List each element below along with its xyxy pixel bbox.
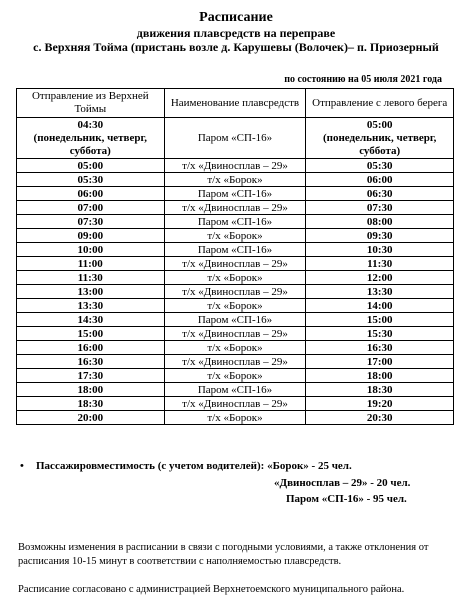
departure-time: 18:00 bbox=[17, 383, 165, 397]
vessel-cell: Паром «СП-16» bbox=[164, 118, 306, 159]
return-time: 19:20 bbox=[306, 397, 454, 411]
vessel-name: Паром «СП-16» bbox=[164, 243, 306, 257]
return-cell bbox=[306, 118, 454, 159]
departure-time: 05:30 bbox=[17, 173, 165, 187]
capacity-line-1 bbox=[36, 460, 352, 472]
return-time: 16:30 bbox=[306, 341, 454, 355]
table-row bbox=[17, 369, 454, 383]
status-date: по состоянию на 05 июля 2021 года bbox=[284, 74, 442, 85]
table-row bbox=[17, 243, 454, 257]
vessel-name: т/х «Борок» bbox=[164, 369, 306, 383]
vessel-name: т/х «Борок» bbox=[164, 411, 306, 425]
return-time: 18:30 bbox=[306, 383, 454, 397]
vessel-name: т/х «Двиносплав – 29» bbox=[164, 159, 306, 173]
departure-time: 05:00 bbox=[17, 159, 165, 173]
table-row bbox=[17, 257, 454, 271]
document-subtitle: движения плавсредств на переправе bbox=[136, 26, 336, 40]
departure-time: 17:30 bbox=[17, 369, 165, 383]
return-time: 09:30 bbox=[306, 229, 454, 243]
vessel-name: Паром «СП-16» bbox=[164, 313, 306, 327]
departure-time: 13:30 bbox=[17, 299, 165, 313]
header-departure-upper: Отправление из Верхней Тоймы bbox=[17, 89, 165, 118]
table-row bbox=[17, 271, 454, 285]
return-time: 14:00 bbox=[306, 299, 454, 313]
table-row bbox=[17, 118, 454, 159]
departure-time: 07:00 bbox=[17, 201, 165, 215]
vessel-name: Паром «СП-16» bbox=[164, 383, 306, 397]
return-time: 17:00 bbox=[306, 355, 454, 369]
departure-time: 15:00 bbox=[17, 327, 165, 341]
table-header-row bbox=[17, 89, 454, 118]
vessel-name: т/х «Двиносплав – 29» bbox=[164, 397, 306, 411]
departure-time: 09:00 bbox=[17, 229, 165, 243]
capacity-label: Пассажировместимость (с учетом водителей): bbox=[36, 460, 265, 472]
table-row bbox=[17, 173, 454, 187]
return-time: 15:00 bbox=[306, 313, 454, 327]
route-description: с. Верхняя Тойма (пристань возле д. Карушевы (Волочек)– п. Приозерный bbox=[33, 40, 439, 54]
return-time: 18:00 bbox=[306, 369, 454, 383]
departure-time: 13:00 bbox=[17, 285, 165, 299]
return-time: 13:30 bbox=[306, 285, 454, 299]
table-row bbox=[17, 159, 454, 173]
table-row bbox=[17, 187, 454, 201]
return-days: (понедельник, четверг, суббота) bbox=[322, 131, 437, 157]
vessel-name: т/х «Борок» bbox=[164, 299, 306, 313]
table-row bbox=[17, 397, 454, 411]
departure-time: 16:30 bbox=[17, 355, 165, 369]
capacity-dvinosplav: «Двиносплав – 29» - 20 чел. bbox=[274, 477, 411, 489]
return-time: 10:30 bbox=[306, 243, 454, 257]
departure-time: 14:30 bbox=[17, 313, 165, 327]
return-time: 07:30 bbox=[306, 201, 454, 215]
header-vessel: Наименование плавсредств bbox=[164, 89, 306, 118]
departure-days: (понедельник, четверг, суббота) bbox=[33, 131, 148, 157]
vessel-name: т/х «Двиносплав – 29» bbox=[164, 257, 306, 271]
departure-time: 18:30 bbox=[17, 397, 165, 411]
vessel-name: т/х «Двиносплав – 29» bbox=[164, 285, 306, 299]
vessel-name: т/х «Двиносплав – 29» bbox=[164, 355, 306, 369]
return-time: 05:00 bbox=[366, 118, 393, 131]
vessel-name: т/х «Борок» bbox=[164, 341, 306, 355]
return-time: 20:30 bbox=[306, 411, 454, 425]
table-row bbox=[17, 313, 454, 327]
capacity-parom: Паром «СП-16» - 95 чел. bbox=[286, 493, 407, 505]
schedule-table bbox=[16, 88, 454, 425]
document-header bbox=[0, 10, 472, 54]
vessel-name: т/х «Борок» bbox=[164, 229, 306, 243]
table-row bbox=[17, 355, 454, 369]
table-row bbox=[17, 299, 454, 313]
departure-time: 07:30 bbox=[17, 215, 165, 229]
vessel-name: т/х «Борок» bbox=[164, 271, 306, 285]
vessel-name: т/х «Двиносплав – 29» bbox=[164, 327, 306, 341]
table-row bbox=[17, 383, 454, 397]
bullet-icon: • bbox=[20, 460, 24, 472]
vessel-name: Паром «СП-16» bbox=[164, 187, 306, 201]
table-row bbox=[17, 411, 454, 425]
departure-time: 10:00 bbox=[17, 243, 165, 257]
departure-time: 16:00 bbox=[17, 341, 165, 355]
departure-time: 04:30 bbox=[77, 118, 104, 131]
vessel-name: т/х «Двиносплав – 29» bbox=[164, 201, 306, 215]
note-changes: Возможны изменения в расписании в связи с погодными условиями, а также отклонения от расписания 10-15 минут в соответствии с наполняемостью плавсредств. bbox=[18, 542, 429, 567]
departure-time: 20:00 bbox=[17, 411, 165, 425]
table-row bbox=[17, 229, 454, 243]
return-time: 11:30 bbox=[306, 257, 454, 271]
return-time: 06:00 bbox=[306, 173, 454, 187]
vessel-name: Паром «СП-16» bbox=[164, 215, 306, 229]
table-row bbox=[17, 215, 454, 229]
table-row bbox=[17, 327, 454, 341]
return-time: 06:30 bbox=[306, 187, 454, 201]
return-time: 12:00 bbox=[306, 271, 454, 285]
header-departure-left: Отправление с левого берега bbox=[306, 89, 454, 118]
departure-time: 11:00 bbox=[17, 257, 165, 271]
table-row bbox=[17, 201, 454, 215]
departure-time: 06:00 bbox=[17, 187, 165, 201]
departure-time: 11:30 bbox=[17, 271, 165, 285]
return-time: 08:00 bbox=[306, 215, 454, 229]
note-agreed: Расписание согласовано с администрацией Верхнетоемского муниципального района. bbox=[18, 584, 405, 595]
return-time: 05:30 bbox=[306, 159, 454, 173]
table-row bbox=[17, 285, 454, 299]
capacity-borok: «Борок» - 25 чел. bbox=[267, 460, 352, 472]
return-time: 15:30 bbox=[306, 327, 454, 341]
departure-cell bbox=[17, 118, 165, 159]
table-row bbox=[17, 341, 454, 355]
document-title: Расписание bbox=[199, 10, 273, 25]
vessel-name: т/х «Борок» bbox=[164, 173, 306, 187]
